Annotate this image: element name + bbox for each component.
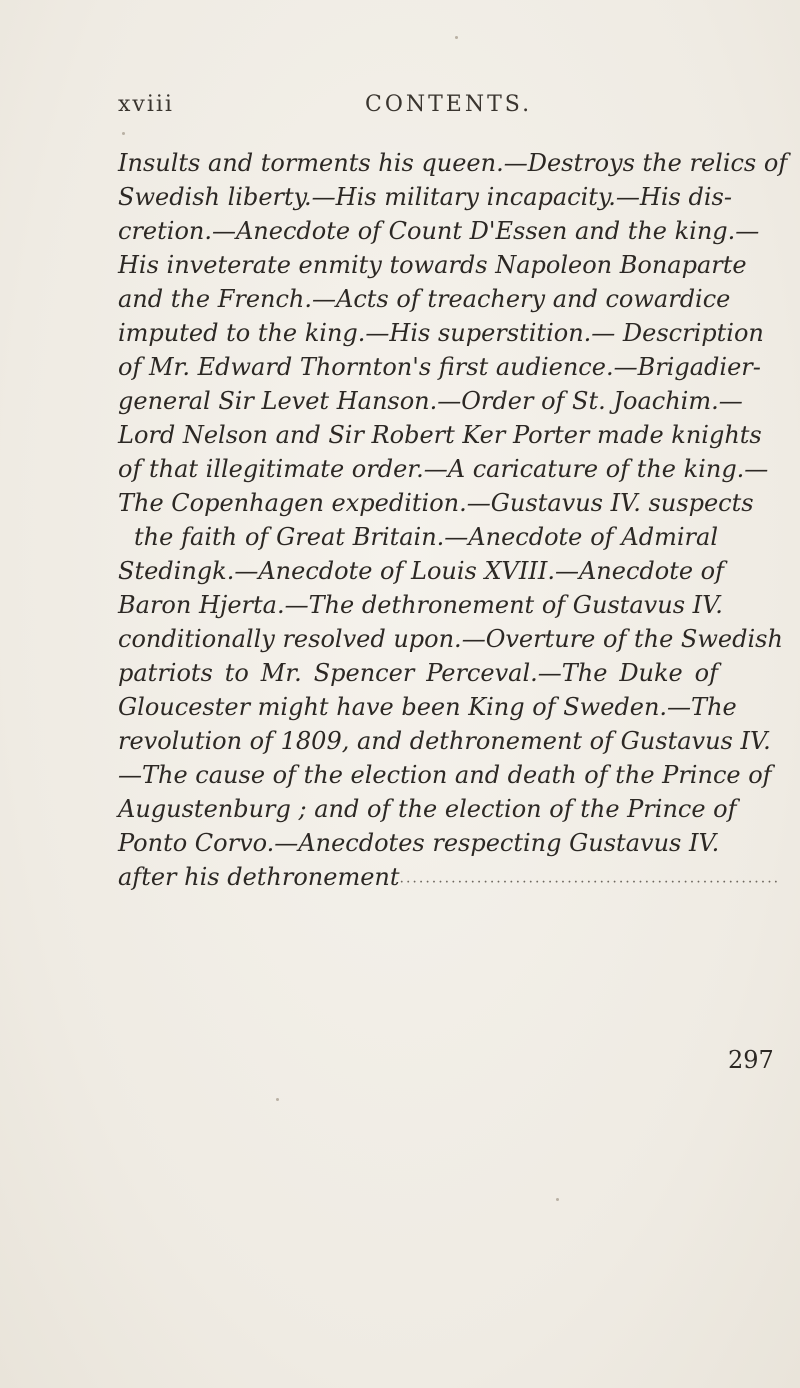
summary-line: The Copenhagen expedition.—Gustavus IV. suspects	[118, 489, 754, 517]
summary-line: —The cause of the election and death of the Prince of	[118, 761, 772, 789]
page-folio: xviii	[118, 92, 174, 117]
summary-line: the faith of Great Britain.—Anecdote of Admiral	[134, 523, 718, 551]
summary-line: Lord Nelson and Sir Robert Ker Porter made knights	[118, 421, 762, 449]
summary-last-line	[118, 860, 781, 894]
running-head	[0, 92, 800, 132]
summary-line: of that illegitimate order.—A caricature of the king.—	[118, 455, 769, 483]
summary-line: patriots to Mr. Spencer Perceval.—The Duke of	[118, 659, 718, 687]
page-reference: 297	[728, 1046, 774, 1074]
dot-leaders: ...........................................................	[399, 870, 781, 887]
summary-line: imputed to the king.—His superstition.— Description	[118, 319, 764, 347]
running-title: CONTENTS.	[365, 92, 533, 117]
summary-line: His inveterate enmity towards Napoleon Bonaparte	[118, 251, 747, 279]
paper-speck	[122, 132, 125, 135]
summary-line: Insults and torments his queen.—Destroys the relics of	[118, 149, 788, 177]
summary-line: of Mr. Edward Thornton's first audience.—Brigadier-	[118, 353, 761, 381]
summary-line: and the French.—Acts of treachery and cowardice	[118, 285, 731, 313]
summary-line: Augustenburg ; and of the election of the Prince of	[118, 795, 737, 823]
summary-line: Ponto Corvo.—Anecdotes respecting Gustavus IV.	[118, 829, 720, 857]
summary-line: revolution of 1809, and dethronement of Gustavus IV.	[118, 727, 771, 755]
chapter-summary	[118, 146, 788, 894]
summary-line: conditionally resolved upon.—Overture of the Swedish	[118, 625, 783, 653]
summary-line: Baron Hjerta.—The dethronement of Gustavus IV.	[118, 591, 723, 619]
summary-line: cretion.—Anecdote of Count D'Essen and the king.—	[118, 217, 760, 245]
paper-speck	[556, 1198, 559, 1201]
paper-speck	[276, 1098, 279, 1101]
summary-line: Swedish liberty.—His military incapacity.—His dis-	[118, 183, 732, 211]
summary-line: Stedingk.—Anecdote of Louis XVIII.—Anecdote of	[118, 557, 725, 585]
summary-line: general Sir Levet Hanson.—Order of St. Joachim.—	[118, 387, 743, 415]
summary-line: Gloucester might have been King of Sweden.—The	[118, 693, 737, 721]
paper-speck	[455, 36, 458, 39]
summary-line-text: after his dethronement	[118, 863, 400, 891]
